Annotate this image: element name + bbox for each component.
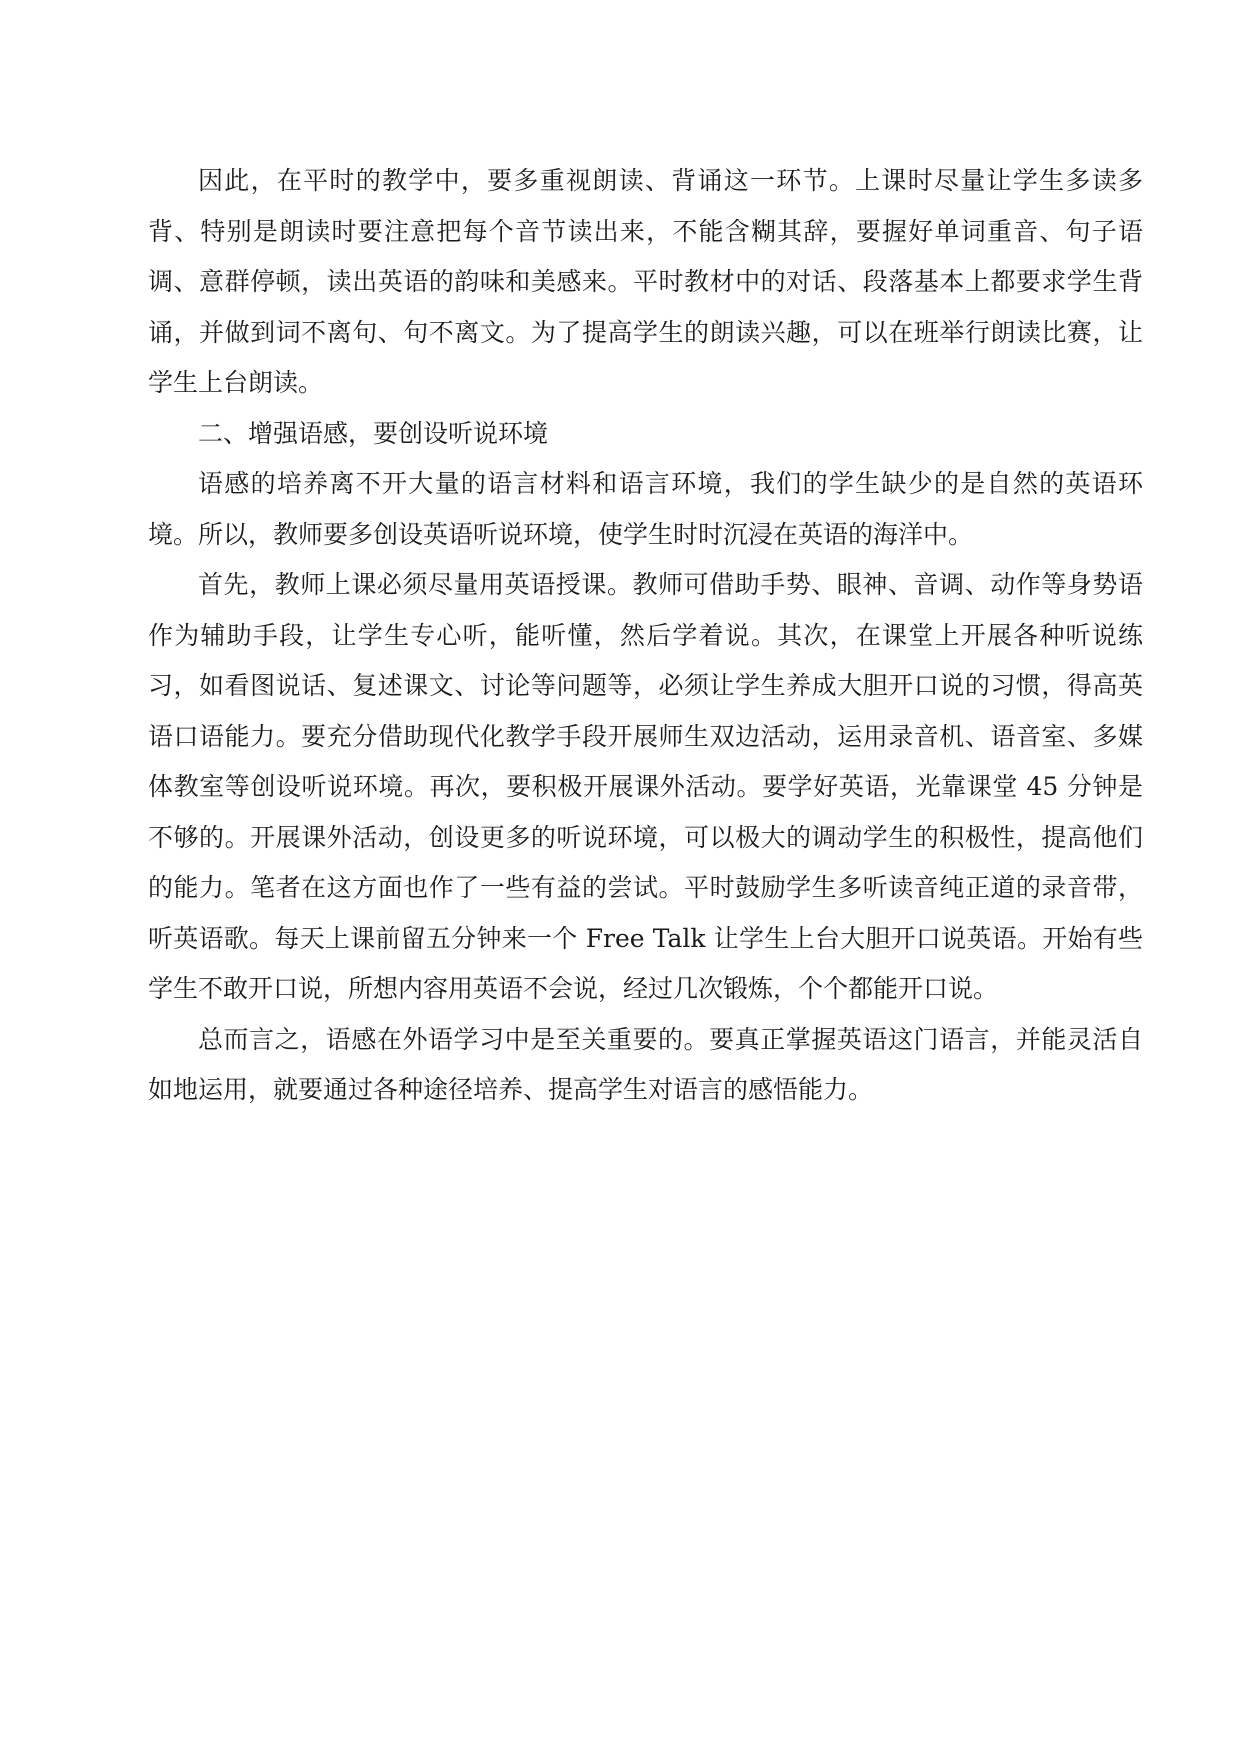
- paragraph-language-environment: 语感的培养离不开大量的语言材料和语言环境，我们的学生缺少的是自然的英语环境。所以，教师要多创设英语听说环境，使学生时时沉浸在英语的海洋中。: [148, 469, 1143, 549]
- paragraph-teaching-methods: 首先，教师上课必须尽量用英语授课。教师可借助手势、眼神、音调、动作等身势语作为辅助手段，让学生专心听，能听懂，然后学着说。其次，在课堂上开展各种听说练习，如看图说话、复述课文、讨论等问题等，必须让学生养成大胆开口说的习惯，得高英语口语能力。要充分借助现代化教学手段开展师生双边活动，运用录音机、语音室、多媒体教室等创设听说环境。再次，要积极开展课外活动。要学好英语，光靠课堂 45 分钟是不够的。开展课外活动，创设更多的听说环境，可以极大的调动学生的积极性，提高他们的能力。笔者在这方面也作了一些有益的尝试。平时鼓励学生多听读音纯正道的录音带，听英语歌。每天上课前留五分钟来一个 Free Talk 让学生上台大胆开口说英语。开始有些学生不敢开口说，所想内容用英语不会说，经过几次锻炼，个个都能开口说。: [148, 570, 1143, 1003]
- paragraph-conclusion: 总而言之，语感在外语学习中是至关重要的。要真正掌握英语这门语言，并能灵活自如地运用，就要通过各种途径培养、提高学生对语言的感悟能力。: [148, 1024, 1143, 1104]
- paragraph-reading-recitation: 因此，在平时的教学中，要多重视朗读、背诵这一环节。上课时尽量让学生多读多背、特别是朗读时要注意把每个音节读出来，不能含糊其辞，要握好单词重音、句子语调、意群停顿，读出英语的韵味和美感来。平时教材中的对话、段落基本上都要求学生背诵，并做到词不离句、句不离文。为了提高学生的朗读兴趣，可以在班举行朗读比赛，让学生上台朗读。: [148, 166, 1143, 397]
- document-body: [148, 156, 1143, 1116]
- section-heading-listening-speaking: 二、增强语感，要创设听说环境: [198, 418, 549, 448]
